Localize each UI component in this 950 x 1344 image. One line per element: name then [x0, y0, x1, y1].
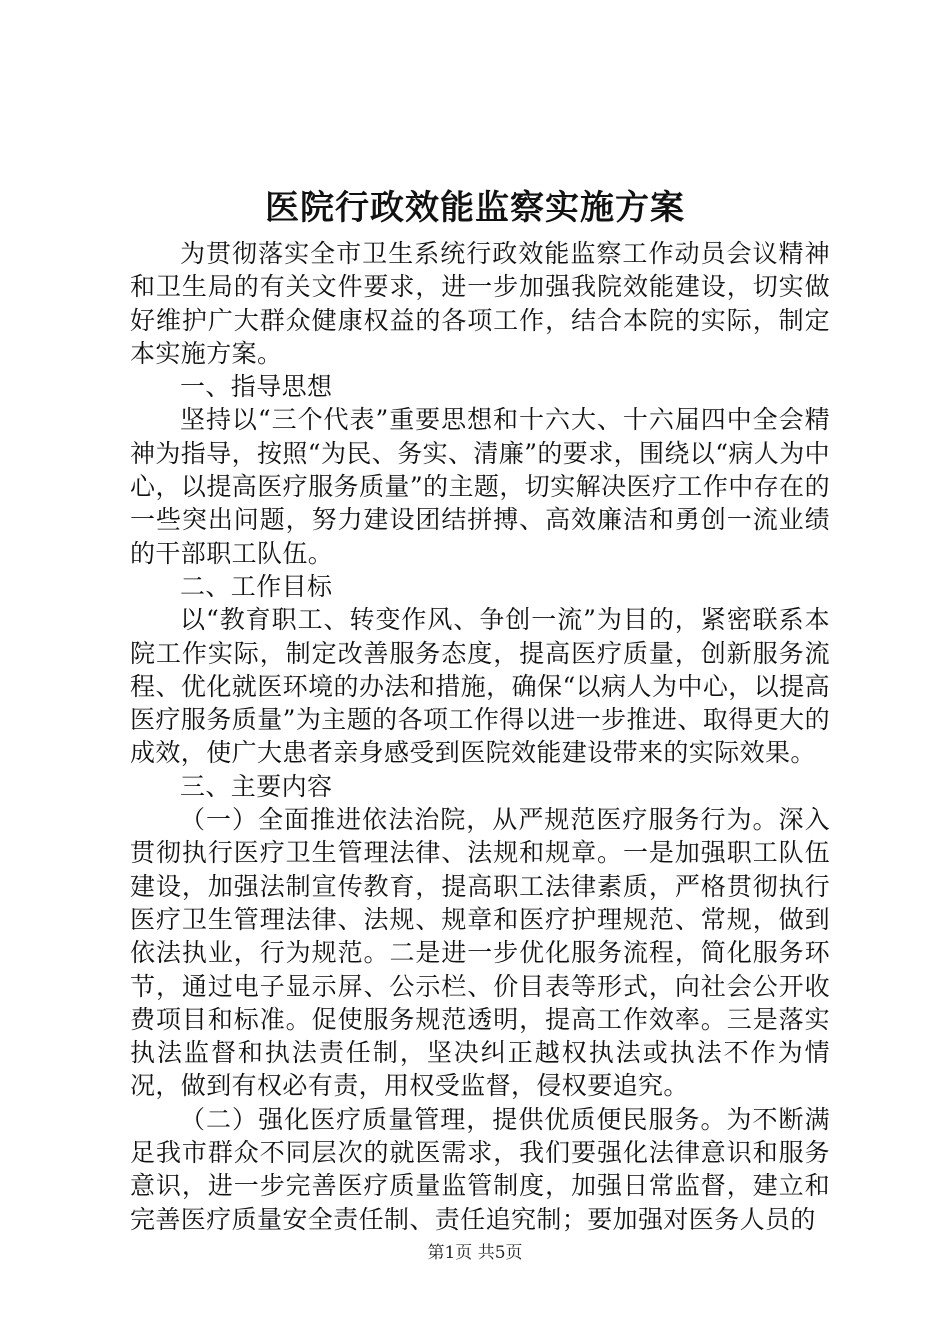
section-heading-main-content: 三、主要内容: [180, 771, 333, 801]
work-goals-paragraph: 以“教育职工、转变作风、争创一流”为目的，紧密联系本院工作实际，制定改善服务态度，提高医疗质量，创新服务流程、优化就医环境的办法和措施，确保“以病人为中心，以提高医疗服务质量”为主题的各项工作得以进一步推进、取得更大的成效，使广大患者亲身感受到医院效能建设带来的实际效果。: [130, 605, 830, 768]
document-title: 医院行政效能监察实施方案: [265, 188, 685, 228]
section-heading-guiding-ideology: 一、指导思想: [180, 372, 333, 402]
guiding-ideology-paragraph: 坚持以“三个代表”重要思想和十六大、十六届四中全会精神为指导，按照“为民、务实、清廉”的要求，围绕以“病人为中心，以提高医疗服务质量”的主题，切实解决医疗工作中存在的一些突出问题，努力建设团结拼搏、高效廉洁和勇创一流业绩的干部职工队伍。: [130, 405, 830, 568]
document-body: [130, 237, 830, 1236]
main-content-paragraph-2: （二）强化医疗质量管理，提供优质便民服务。为不断满足我市群众不同层次的就医需求，我们要强化法律意识和服务意识，进一步完善医疗质量监管制度，加强日常监督，建立和完善医疗质量安全责任制、责任追究制；要加强对医务人员的: [130, 1104, 830, 1234]
page-footer: 第1页 共5页: [427, 1243, 523, 1263]
section-heading-work-goals: 二、工作目标: [180, 571, 333, 601]
intro-paragraph: 为贯彻落实全市卫生系统行政效能监察工作动员会议精神和卫生局的有关文件要求，进一步加强我院效能建设，切实做好维护广大群众健康权益的各项工作，结合本院的实际，制定本实施方案。: [130, 239, 830, 368]
main-content-paragraph-1: （一）全面推进依法治院，从严规范医疗服务行为。深入贯彻执行医疗卫生管理法律、法规和规章。一是加强职工队伍建设，加强法制宣传教育，提高职工法律素质，严格贯彻执行医疗卫生管理法律、法规、规章和医疗护理规范、常规，做到依法执业，行为规范。二是进一步优化服务流程，简化服务环节，通过电子显示屏、公示栏、价目表等形式，向社会公开收费项目和标准。促使服务规范透明，提高工作效率。三是落实执法监督和执法责任制，坚决纠正越权执法或执法不作为情况，做到有权必有责，用权受监督，侵权要追究。: [130, 805, 830, 1101]
